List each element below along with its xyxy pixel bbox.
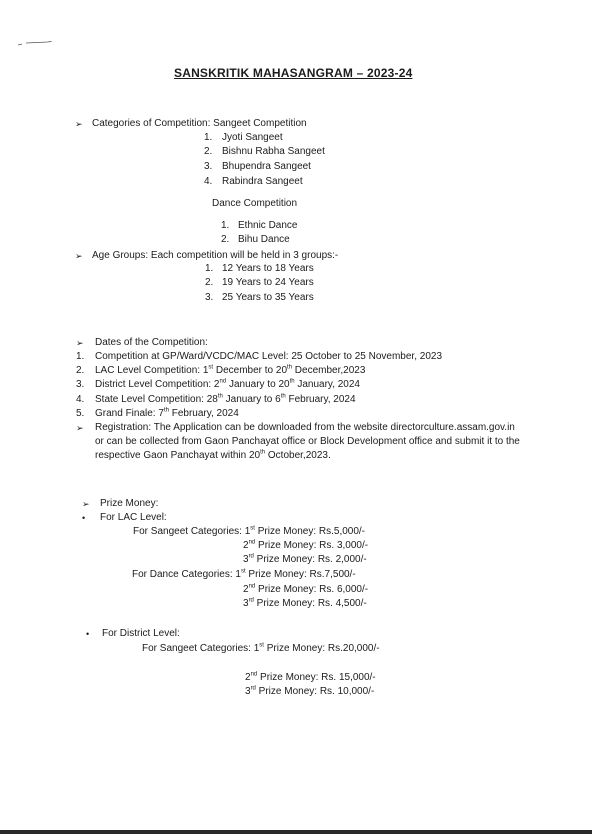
arrow-bullet-icon: ➢ <box>76 338 84 348</box>
registration-line: respective Gaon Panchayat within 20th October,2023. <box>95 449 331 461</box>
prize-line: For Sangeet Categories: 1st Prize Money: Rs.5,000/- <box>133 525 366 537</box>
list-item-number: 5. <box>76 408 85 419</box>
date-item: LAC Level Competition: 1st December to 20th December,2023 <box>95 364 366 376</box>
list-item-number: 1. <box>205 263 214 274</box>
bullet-icon: • <box>82 513 86 523</box>
list-item-number: 1. <box>76 351 85 362</box>
scan-bottom-edge <box>0 830 592 834</box>
lac-level-heading: For LAC Level: <box>100 512 167 523</box>
age-group-item: 12 Years to 18 Years <box>222 263 314 274</box>
age-group-item: 19 Years to 24 Years <box>222 277 314 288</box>
arrow-bullet-icon: ➢ <box>75 251 83 261</box>
prize-line: 3rd Prize Money: Rs. 2,000/- <box>243 553 367 565</box>
dance-item: Ethnic Dance <box>238 220 298 231</box>
date-item: Grand Finale: 7th February, 2024 <box>95 407 239 419</box>
list-item-number: 4. <box>76 394 85 405</box>
sangeet-item: Bishnu Rabha Sangeet <box>222 146 325 157</box>
list-item-number: 1. <box>204 132 213 143</box>
arrow-bullet-icon: ➢ <box>76 423 84 433</box>
date-item: Competition at GP/Ward/VCDC/MAC Level: 25 October to 25 November, 2023 <box>95 351 443 362</box>
list-item-number: 3. <box>204 161 213 172</box>
arrow-bullet-icon: ➢ <box>75 119 83 129</box>
scan-mark-graphic <box>18 41 52 47</box>
sangeet-item: Bhupendra Sangeet <box>222 161 311 172</box>
date-item: District Level Competition: 2nd January to 20th January, 2024 <box>95 378 360 390</box>
categories-heading: Categories of Competition: Sangeet Competition <box>92 118 307 129</box>
sangeet-item: Rabindra Sangeet <box>222 176 303 187</box>
dates-heading: Dates of the Competition: <box>95 337 208 348</box>
prize-line: 2nd Prize Money: Rs. 3,000/- <box>243 539 369 551</box>
list-item-number: 2. <box>221 234 230 245</box>
list-item-number: 2. <box>205 277 214 288</box>
arrow-bullet-icon: ➢ <box>82 499 90 509</box>
age-groups-heading: Age Groups: Each competition will be held in 3 groups:- <box>92 250 339 261</box>
dance-item: Bihu Dance <box>238 234 290 245</box>
prize-line: 3rd Prize Money: Rs. 10,000/- <box>245 685 375 697</box>
sangeet-item: Jyoti Sangeet <box>222 132 283 143</box>
list-item-number: 4. <box>204 176 213 187</box>
prize-heading: Prize Money: <box>100 498 159 509</box>
prize-line: 2nd Prize Money: Rs. 15,000/- <box>245 671 376 683</box>
age-group-item: 25 Years to 35 Years <box>222 292 314 303</box>
bullet-icon: • <box>86 629 90 639</box>
document-title: SANSKRITIK MAHASANGRAM – 2023-24 <box>174 66 413 80</box>
list-item-number: 2. <box>76 365 85 376</box>
prize-line: For Sangeet Categories: 1st Prize Money: Rs.20,000/- <box>142 642 380 654</box>
list-item-number: 3. <box>76 379 85 390</box>
prize-line: For Dance Categories: 1st Prize Money: Rs.7,500/- <box>132 568 356 580</box>
prize-line: 2nd Prize Money: Rs. 6,000/- <box>243 583 369 595</box>
list-item-number: 2. <box>204 146 213 157</box>
list-item-number: 1. <box>221 220 230 231</box>
registration-line: or can be collected from Gaon Panchayat office or Block Development office and submit it to the <box>95 436 520 447</box>
registration-line: Registration: The Application can be downloaded from the website directorculture.assam.gov.in <box>95 422 515 433</box>
prize-line: 3rd Prize Money: Rs. 4,500/- <box>243 597 367 609</box>
dance-heading: Dance Competition <box>212 198 298 209</box>
district-level-heading: For District Level: <box>102 628 180 639</box>
date-item: State Level Competition: 28th January to 6th February, 2024 <box>95 393 356 405</box>
list-item-number: 3. <box>205 292 214 303</box>
